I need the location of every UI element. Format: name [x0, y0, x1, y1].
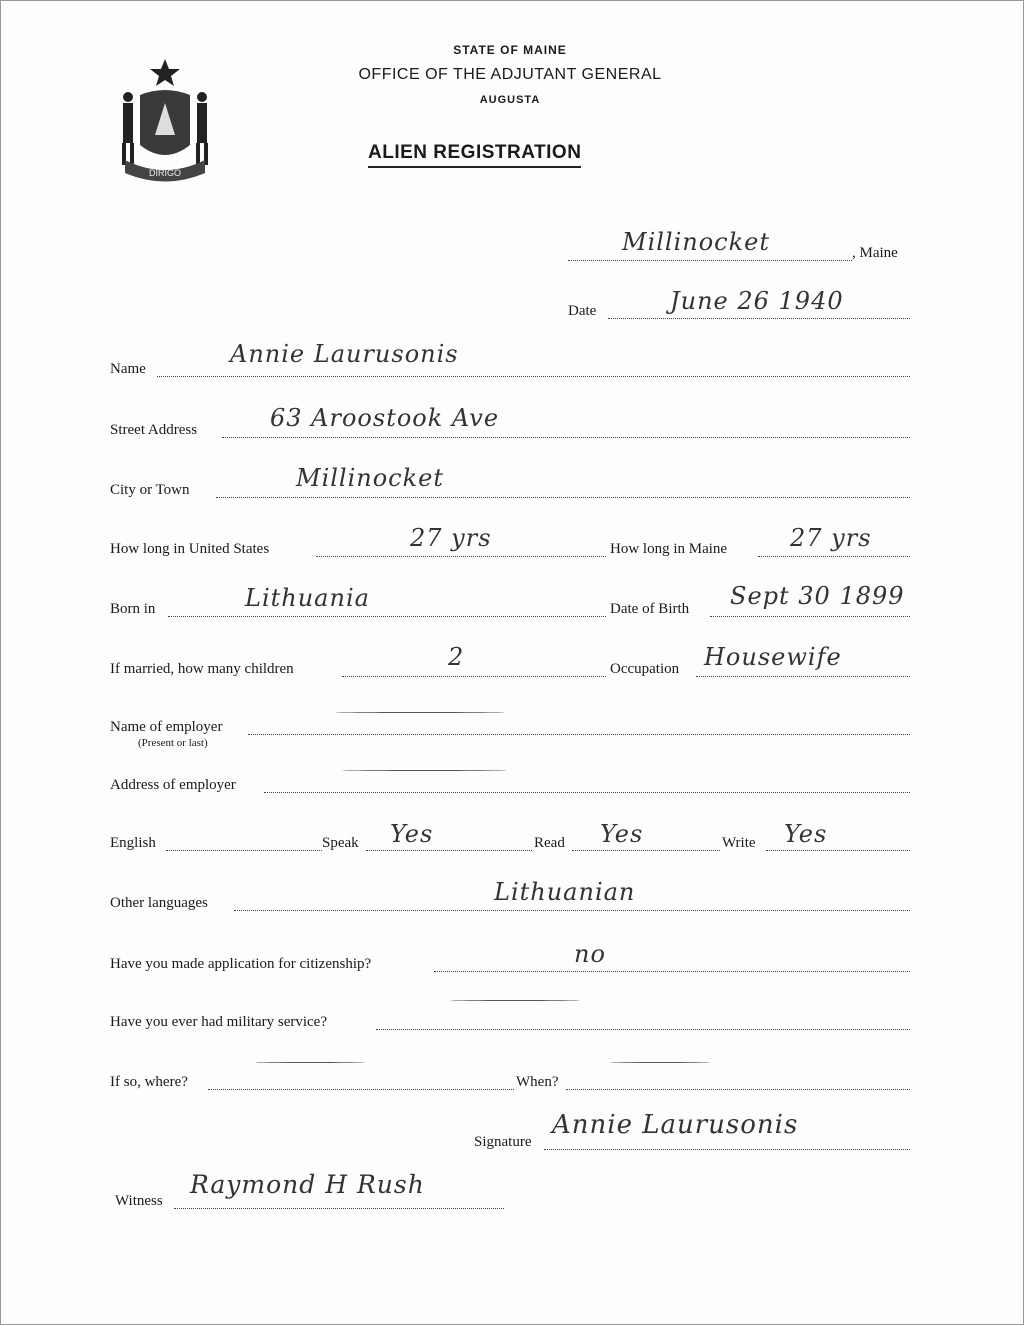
- city-town-label: City or Town: [110, 482, 190, 498]
- write-line: [766, 850, 910, 851]
- employer-sub-label: (Present or last): [138, 737, 208, 749]
- date-line: [608, 318, 910, 319]
- citizenship-label: Have you made application for citizenship?: [110, 956, 372, 972]
- when-line: [566, 1089, 910, 1090]
- how-long-us-line: [316, 556, 606, 557]
- witness-line: [174, 1208, 504, 1209]
- military-label: Have you ever had military service?: [110, 1014, 327, 1030]
- name-label: Name: [110, 361, 146, 377]
- military-line: [376, 1029, 910, 1030]
- where-dash: [255, 1062, 365, 1063]
- employer-name-dash: [335, 712, 505, 713]
- signature-value: Annie Laurusonis: [552, 1110, 799, 1140]
- born-in-label: Born in: [110, 601, 156, 617]
- name-value: Annie Laurusonis: [230, 340, 459, 368]
- city-town-line: [216, 497, 910, 498]
- svg-text:DIRIGO: DIRIGO: [148, 168, 182, 178]
- occupation-line: [696, 676, 910, 677]
- employer-name-label: Name of employer: [110, 719, 223, 735]
- witness-value: Raymond H Rush: [190, 1170, 425, 1199]
- born-in-line: [168, 616, 606, 617]
- town-line: [568, 260, 852, 261]
- witness-label: Witness: [115, 1193, 163, 1209]
- military-dash: [450, 1000, 580, 1001]
- employer-address-dash: [342, 770, 507, 771]
- signature-label: Signature: [474, 1134, 532, 1150]
- employer-address-label: Address of employer: [110, 777, 236, 793]
- english-label: English: [110, 835, 156, 851]
- street-value: 63 Aroostook Ave: [270, 404, 500, 432]
- speak-label: Speak: [322, 835, 359, 851]
- write-value: Yes: [784, 820, 828, 848]
- office-heading: OFFICE OF THE ADJUTANT GENERAL: [358, 66, 662, 83]
- city-town-value: Millinocket: [296, 464, 445, 492]
- signature-line: [544, 1149, 910, 1150]
- read-value: Yes: [600, 820, 644, 848]
- state-seal-icon: [110, 55, 220, 185]
- how-long-us-value: 27 yrs: [410, 524, 492, 552]
- speak-value: Yes: [390, 820, 434, 848]
- employer-address-line: [264, 792, 910, 793]
- street-line: [222, 437, 910, 438]
- name-line: [157, 376, 910, 377]
- date-label: Date: [568, 303, 597, 319]
- occupation-label: Occupation: [610, 661, 680, 677]
- born-in-value: Lithuania: [245, 584, 370, 612]
- write-label: Write: [722, 835, 756, 851]
- date-value: June 26 1940: [670, 287, 844, 315]
- where-line: [208, 1089, 514, 1090]
- street-label: Street Address: [110, 422, 198, 438]
- city-heading: AUGUSTA: [479, 94, 541, 106]
- speak-line: [366, 850, 532, 851]
- how-long-maine-value: 27 yrs: [790, 524, 872, 552]
- form-title: ALIEN REGISTRATION: [368, 142, 581, 168]
- other-languages-value: Lithuanian: [494, 878, 636, 906]
- town-value: Millinocket: [622, 228, 771, 256]
- citizenship-value: no: [574, 940, 606, 968]
- when-dash: [610, 1062, 710, 1063]
- where-label: If so, where?: [110, 1074, 188, 1090]
- how-long-us-label: How long in United States: [110, 541, 270, 557]
- when-label: When?: [516, 1074, 559, 1090]
- maine-label: , Maine: [852, 245, 898, 261]
- citizenship-line: [434, 971, 910, 972]
- other-languages-line: [234, 910, 910, 911]
- read-label: Read: [534, 835, 565, 851]
- occupation-value: Housewife: [704, 643, 842, 671]
- children-label: If married, how many children: [110, 661, 294, 677]
- date-of-birth-line: [710, 616, 910, 617]
- date-of-birth-value: Sept 30 1899: [730, 582, 905, 610]
- children-line: [342, 676, 606, 677]
- state-heading: STATE OF MAINE: [453, 43, 567, 57]
- how-long-maine-line: [758, 556, 910, 557]
- children-value: 2: [448, 643, 465, 671]
- read-line: [572, 850, 720, 851]
- employer-name-line: [248, 734, 910, 735]
- english-line: [166, 850, 322, 851]
- how-long-maine-label: How long in Maine: [610, 541, 728, 557]
- date-of-birth-label: Date of Birth: [610, 601, 690, 617]
- other-languages-label: Other languages: [110, 895, 208, 911]
